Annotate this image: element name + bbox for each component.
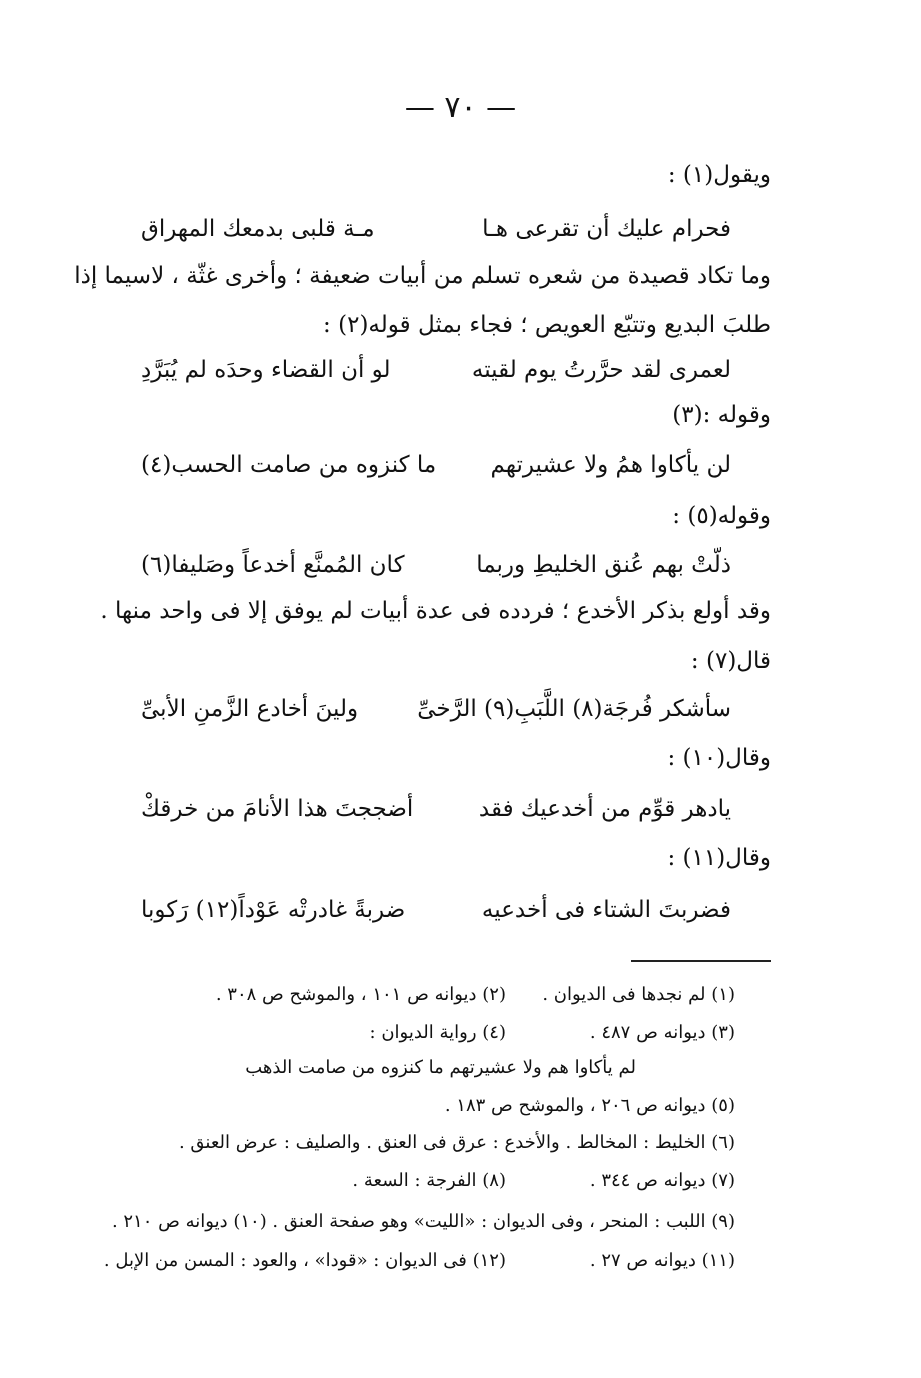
text-line: وقوله :(٣): [672, 402, 771, 428]
verse-hemistich: سأشكر فُرجَة(٨) اللَّبَبِ(٩) الرَّخىِّ: [417, 696, 731, 722]
footnote: (٥) ديوانه ص ٢٠٦ ، والموشح ص ١٨٣ .: [444, 1095, 735, 1116]
verse-line: [141, 796, 731, 822]
footnote: (١٢) فى الديوان : «قودا» ، والعود : المسن من الإبل .: [103, 1250, 506, 1271]
verse-hemistich: ما كنزوه من صامت الحسب(٤): [141, 452, 437, 478]
footnote: (١) لم نجدها فى الديوان .: [542, 984, 735, 1005]
verse-line: [141, 216, 731, 242]
verse-hemistich: ضربةً غادرتْه عَوْداً(١٢) رَكوبا: [141, 897, 406, 923]
footnote: (٣) ديوانه ص ٤٨٧ .: [589, 1022, 735, 1043]
footnote: (٨) الفرجة : السعة .: [352, 1170, 506, 1191]
text-line: ويقول(١) :: [667, 162, 771, 188]
footnote: (٤) رواية الديوان :: [369, 1022, 506, 1043]
verse-hemistich: فضربتَ الشتاء فى أخدعيه: [481, 897, 731, 923]
verse-hemistich: لن يأكاوا همُ ولا عشيرتهم: [490, 452, 731, 478]
footnote: (٦) الخليط : المخالط . والأخدع : عرق فى العنق . والصليف : عرض العنق .: [178, 1132, 735, 1153]
footnote: (٧) ديوانه ص ٣٤٤ .: [589, 1170, 735, 1191]
footnote: (٢) ديوانه ص ١٠١ ، والموشح ص ٣٠٨ .: [215, 984, 506, 1005]
verse-hemistich: يادهر قوِّم من أخدعيك فقد: [478, 796, 731, 822]
text-line: وقوله(٥) :: [672, 503, 771, 529]
verse-hemistich: مـة قلبى بدمعك المهراق: [141, 216, 375, 242]
footnote-divider: [631, 960, 771, 962]
footnote: (٩) اللبب : المنحر ، وفى الديوان : «الليت» وهو صفحة العنق . (١٠) ديوانه ص ٢١٠ .: [111, 1211, 735, 1232]
page-number: — ٧٠ —: [404, 90, 517, 125]
text-line: وقال(١٠) :: [667, 745, 771, 771]
verse-hemistich: ذلّتْ بهم عُنق الخليطِ وربما: [476, 552, 731, 578]
text-line: وقد أولع بذكر الأخدع ؛ فردده فى عدة أبيات لم يوفق إلا فى واحد منها .: [100, 598, 771, 624]
verse-hemistich: فحرام عليك أن تقرعى هـا: [482, 216, 731, 242]
text-line: وقال(١١) :: [667, 845, 771, 871]
verse-line: [141, 452, 731, 478]
verse-hemistich: لو أن القضاء وحدَه لم يُبَرَّدِ: [141, 357, 391, 383]
footnote-verse: لم يأكاوا هم ولا عشيرتهم ما كنزوه من صامت الذهب: [245, 1057, 636, 1078]
verse-line: [141, 897, 731, 923]
verse-line: [141, 552, 731, 578]
verse-hemistich: أضججتَ هذا الأنامَ من خرقكْ: [141, 796, 414, 822]
text-line: طلبَ البديع وتتبّع العويص ؛ فجاء بمثل قوله(٢) :: [323, 312, 771, 338]
verse-hemistich: كان المُمنَّع أخدعاً وصَليفا(٦): [141, 552, 405, 578]
verse-line: [141, 696, 731, 722]
verse-line: [141, 357, 731, 383]
text-line: قال(٧) :: [690, 648, 771, 674]
verse-hemistich: ولينَ أخادع الزَّمنِ الأبىِّ: [141, 696, 359, 722]
footnote: (١١) ديوانه ص ٢٧ .: [589, 1250, 735, 1271]
text-line: وما تكاد قصيدة من شعره تسلم من أبيات ضعيفة ؛ وأخرى غثّة ، لاسيما إذا: [74, 263, 771, 289]
verse-hemistich: لعمرى لقد حرَّرتُ يوم لقيته: [471, 357, 731, 383]
